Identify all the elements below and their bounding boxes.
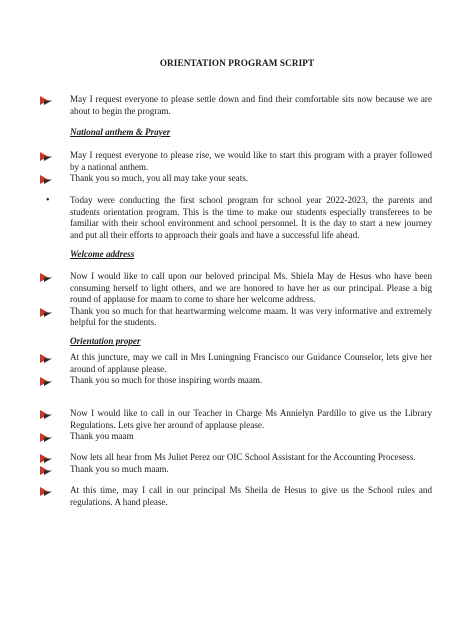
list-item [40,485,432,508]
intro-block [40,94,432,117]
item-text: Now lets all hear from Ms Juliet Perez our OIC School Assistant for the Accounting Procesess. [70,452,416,462]
list-item [40,150,432,173]
item-text: At this time, may I call in our principal Ms Sheila de Hesus to give us the School rules and regulations. A hand please. [70,485,432,507]
anthem-block [40,150,432,185]
item-text: Thank you maam [70,431,134,442]
list-item [40,352,432,375]
arrow-bullet-icon [40,354,52,363]
arrow-bullet-icon [40,377,52,386]
item-text: May I request everyone to please rise, we would like to start this program with a prayer followed by a national anthem. [70,150,432,172]
orientation-block-2 [40,408,432,443]
arrow-bullet-icon [40,433,52,442]
arrow-bullet-icon [40,466,52,475]
welcome-block [40,271,432,329]
arrow-bullet-icon [40,454,52,463]
arrow-bullet-icon [40,175,52,184]
list-item [40,94,432,117]
section-heading-welcome: Welcome address [70,249,135,259]
item-text: At this juncture, may we call in Mrs Luningning Francisco our Guidance Counselor, lets give her around of applause please. [70,352,432,374]
orientation-block-3 [40,452,432,475]
list-item [40,431,432,443]
program-block [40,195,432,241]
item-text: Today were conducting the first school program for school year 2022-2023, the parents and students orientation program. This is the time to make our students especially transferees to be familiar with their school environment and school personnel. It is the day to start a new journey and put all their efforts to approach their goals and have a successful life ahead. [70,195,432,240]
arrow-bullet-icon [40,273,52,282]
list-item [40,375,432,387]
list-item [40,195,432,241]
item-text: Thank you so much, you all may take your seats. [70,173,249,184]
list-item [40,464,432,476]
arrow-bullet-icon [40,152,52,161]
arrow-bullet-icon [40,410,52,419]
round-bullet-icon: • [46,195,50,206]
section-heading-orientation: Orientation proper [70,336,141,346]
orientation-block-1 [40,352,432,387]
list-item [40,173,432,185]
item-text: Thank you so much for that heartwarming welcome maam. It was very informative and extremely helpful for the students. [70,305,432,328]
section-heading-anthem: National anthem & Prayer [70,127,171,137]
list-item [40,306,432,329]
arrow-bullet-icon [40,308,52,317]
orientation-block-4 [40,485,432,508]
item-text: Now I would like to call in our Teacher in Charge Ms Annielyn Pardillo to give us the Library Regulations. Lets give her around of applause please. [70,408,432,430]
list-item [40,271,432,306]
arrow-bullet-icon [40,96,52,105]
list-item [40,452,432,464]
item-text: May I request everyone to please settle down and find their comfortable sits now because we are about to begin the program. [70,94,432,116]
page-title: ORIENTATION PROGRAM SCRIPT [159,58,315,68]
item-text: Now I would like to call upon our beloved principal Ms. Shiela May de Hesus who have been consuming herself to light others, and we are honored to have her as our principal. Please a big round of applause for maam to come to share her welcome address. [70,271,432,305]
item-text: Thank you so much maam. [70,463,169,474]
list-item [40,408,432,431]
arrow-bullet-icon [40,487,52,496]
item-text: Thank you so much for those inspiring words maam. [70,375,263,386]
